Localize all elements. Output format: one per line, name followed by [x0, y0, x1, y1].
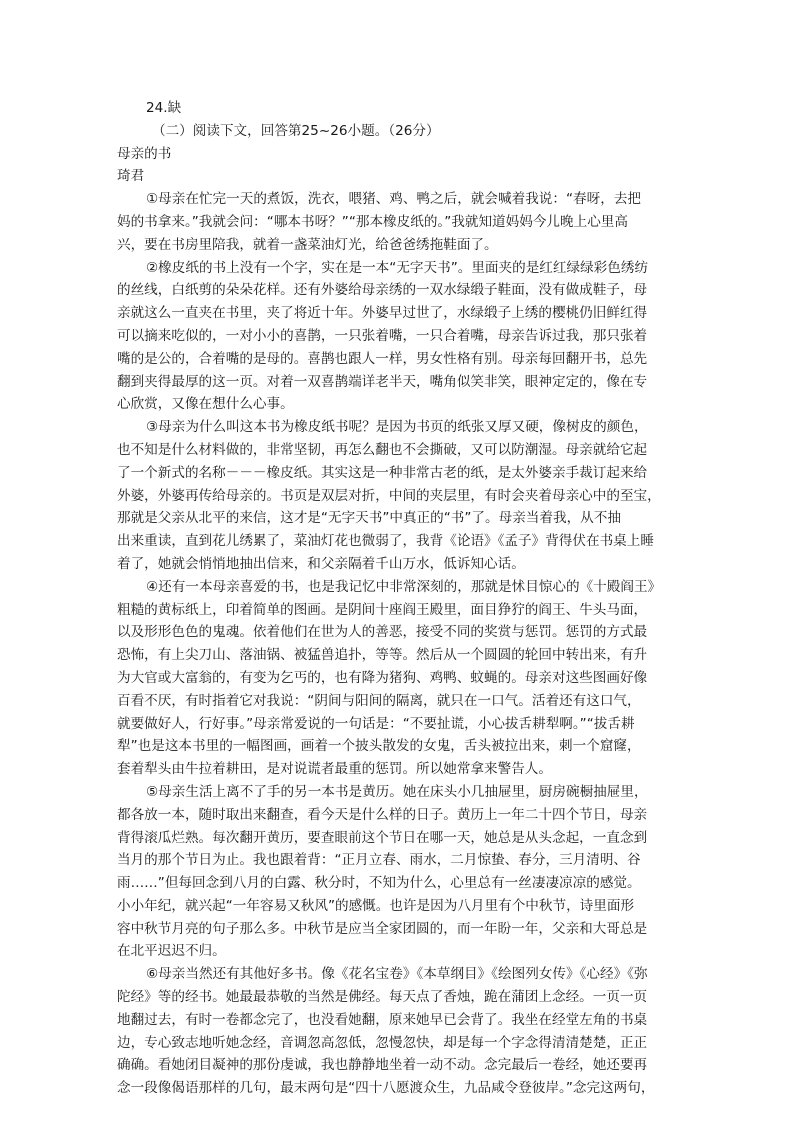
text-line: 那就是父亲从北平的来信，这才是“无字天书”中真正的“书”了。母亲当着我，从不抽	[117, 510, 621, 527]
text-line: 容中秋节月亮的句子那么多。中秋节是应当全家团圆的，而一年盼一年，父亲和大哥总是	[117, 920, 648, 937]
text-line: 翻到夹得最厚的这一页。对着一双喜鹊端详老半天，嘴角似笑非笑，眼神定定的，像在专	[117, 373, 648, 390]
text-line: 的丝线，白纸剪的朵朵花样。还有外婆给母亲绣的一双水绿缎子鞋面，没有做成鞋子，母	[117, 282, 648, 299]
text-line: 着了，她就会悄悄地抽出信来，和父亲隔着千山万水，低诉知心话。	[117, 555, 525, 572]
text-line: 兴，要在书房里陪我，就着一盏菜油灯光，给爸爸绣拖鞋面了。	[117, 236, 498, 253]
document-body	[117, 97, 677, 1100]
text-line: 地翻过去，有时一卷都念完了，也没看她翻，原来她早已会背了。我坐在经堂左角的书桌	[117, 1011, 648, 1028]
text-line: 妈的书拿来。”我就会问：“哪本书呀？”“那本橡皮纸的。”我就知道妈妈今儿晚上心里高	[117, 213, 628, 230]
text-line: ②橡皮纸的书上没有一个字，实在是一本“无字天书”。里面夹的是红红绿绿彩色绣纺	[146, 259, 649, 276]
article-author: 琦君	[117, 168, 145, 185]
text-line: 就要做好人，行好事。”母亲常爱说的一句话是：“不要扯谎，小心拔舌耕犁啊。”“拔舌耕	[117, 715, 635, 732]
text-line: 犁”也是这本书里的一幅图画，画着一个披头散发的女鬼，舌头被拉出来，刺一个窟窿，	[117, 738, 641, 755]
text-line: ⑥母亲当然还有其他好多书。像《花名宝卷》《本草纲目》《绘图列女传》《心经》《弥	[146, 966, 648, 983]
text-line: ①母亲在忙完一天的煮饭，洗衣，喂猪、鸡、鸭之后，就会喊着我说：“春呀，去把	[146, 191, 642, 208]
text-line: 确确。看她闭目凝神的那份虔诚，我也静静地坐着一动不动。念完最后一卷经，她还要再	[117, 1057, 648, 1074]
text-line: 也不知是什么材料做的，非常坚韧，再怎么翻也不会撕破，又可以防潮湿。母亲就给它起	[117, 441, 648, 458]
text-line: 恐怖，有上尖刀山、落油锅、被猛兽追扑，等等。然后从一个圆圆的轮回中转出来，有升	[117, 647, 648, 664]
text-line: 为大官或大富翁的，有变为乞丐的，也有降为猪狗、鸡鸭、蚊蝇的。母亲对这些图画好像	[117, 669, 648, 686]
text-line: 心欣赏，又像在想什么心事。	[117, 396, 294, 413]
article-title: 母亲的书	[117, 145, 172, 162]
text-line: 出来重读，直到花儿绣累了，菜油灯花也微弱了，我背《论语》《孟子》背得伏在书桌上睡	[117, 533, 654, 550]
text-line: 小小年纪，就兴起“一年容易又秋风”的感慨。也许是因为八月里有个中秋节，诗里面形	[117, 897, 635, 914]
text-line: 亲就这么一直夹在书里，夹了将近十年。外婆早过世了，水绿缎子上绣的樱桃仍旧鲜红得	[117, 305, 648, 322]
text-line: 在北平迟迟不归。	[117, 943, 226, 960]
text-line: 念一段像偈语那样的几句，最末两句是“四十八愿渡众生，九品咸令登彼岸。”念完这两句，	[117, 1080, 655, 1097]
text-line: 粗糙的黄标纸上，印着简单的图画。是阴间十座阎王殿里，面目狰狞的阎王、牛头马面，	[117, 601, 648, 618]
text-line: 24.缺	[146, 100, 182, 116]
text-line: ④还有一本母亲喜爱的书，也是我记忆中非常深刻的，那就是怵目惊心的《十殿阎王》	[146, 578, 662, 595]
text-line: 以及形形色色的鬼魂。依着他们在世为人的善恶，接受不同的奖赏与惩罚。惩罚的方式最	[117, 624, 648, 641]
text-line: 边，专心致志地听她念经，音调忽高忽低，忽慢忽快，却是每一个字念得清清楚楚，正正	[117, 1034, 648, 1051]
text-line: 都各放一本，随时取出来翻查，看今天是什么样的日子。黄历上一年二十四个节日，母亲	[117, 806, 648, 823]
text-line: ③母亲为什么叫这本书为橡皮纸书呢？是因为书页的纸张又厚又硬，像树皮的颜色，	[146, 419, 648, 436]
text-line: 嘴的是公的，合着嘴的是母的。喜鹊也跟人一样，男女性格有别。母亲每回翻开书，总先	[117, 350, 648, 367]
text-line: 雨……”但每回念到八月的白露、秋分时，不知为什么，心里总有一丝凄凄凉凉的感觉。	[117, 875, 641, 892]
text-line: （二）阅读下文，回答第25~26小题。（26分）	[152, 122, 440, 139]
text-line: 当月的那个节日为止。我也跟着背：“正月立春、雨水，二月惊蛰、春分，三月清明、谷	[117, 852, 641, 869]
text-line: ⑤母亲生活上离不了手的另一本书是黄历。她在床头小几抽屉里，厨房碗橱抽屉里，	[146, 783, 648, 800]
text-line: 背得滚瓜烂熟。每次翻开黄历，要查眼前这个节日在哪一天，她总是从头念起，一直念到	[117, 829, 648, 846]
text-line: 可以摘来吃似的，一对小小的喜鹊，一只张着嘴，一只合着嘴，母亲告诉过我，那只张着	[117, 327, 648, 344]
text-line: 套着犁头由牛拉着耕田，是对说谎者最重的惩罚。所以她常拿来警告人。	[117, 761, 552, 778]
text-line: 陀经》等的经书。她最最恭敬的当然是佛经。每天点了香烛，跪在蒲团上念经。一页一页	[117, 989, 648, 1006]
text-line: 百看不厌，有时指着它对我说：“阴间与阳间的隔离，就只在一口气。活着还有这口气，	[117, 692, 641, 709]
text-line: 了一个新式的名称－－－橡皮纸。其实这是一种非常古老的纸，是太外婆亲手裁订起来给	[117, 464, 648, 481]
text-line: 外婆，外婆再传给母亲的。书页是双层对折，中间的夹层里，有时会夹着母亲心中的至宝，	[117, 487, 661, 504]
